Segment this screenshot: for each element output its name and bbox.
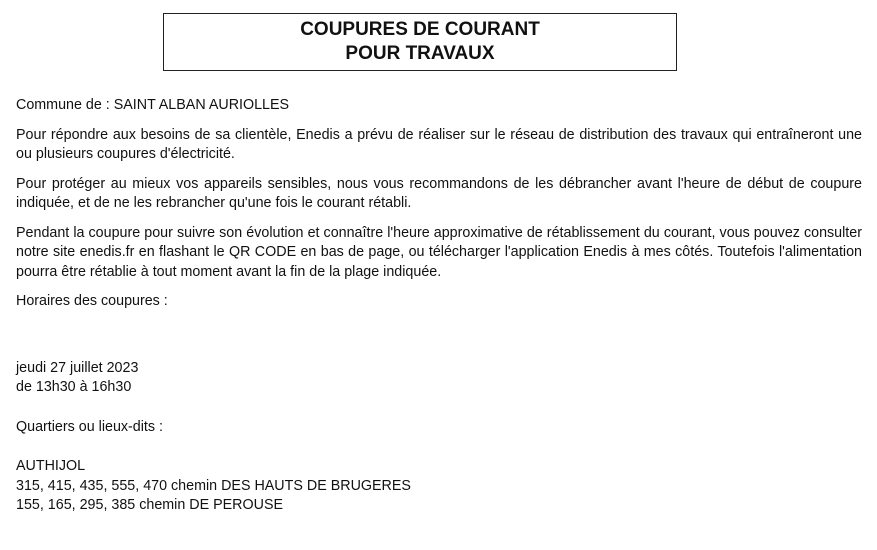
schedule-heading: Horaires des coupures : (16, 293, 168, 309)
schedule-date: jeudi 27 juillet 2023 (16, 359, 139, 376)
locations-block (16, 457, 862, 516)
schedule-block (16, 359, 862, 398)
locations-heading: Quartiers ou lieux-dits : (16, 418, 163, 435)
notice-title-line2: POUR TRAVAUX (345, 43, 495, 64)
paragraph-follow-outage: Pendant la coupure pour suivre son évolution et connaître l'heure approximative de rétablissement du courant, vous pouvez consulter notre site enedis.fr en flashant le QR CODE en bas de page, ou télécharger l'application Enedis à mes côtés. Toutefois l'alimentation pourra être rétablie à tout moment avant la fin de la plage indiquée. (16, 224, 862, 280)
commune-label: Commune de : SAINT ALBAN AURIOLLES (16, 97, 290, 113)
address-line-2: 155, 165, 295, 385 chemin DE PEROUSE (16, 497, 284, 513)
address-line-1: 315, 415, 435, 555, 470 chemin DES HAUTS DE BRUGERES (16, 477, 411, 494)
paragraph-protect-devices: Pour protéger au mieux vos appareils sensibles, nous vous recommandons de les débrancher avant l'heure de début de coupure indiquée, et de ne les rebrancher qu'une fois le courant rétabli. (16, 175, 862, 211)
notice-title-box (163, 13, 677, 71)
paragraph-works: Pour répondre aux besoins de sa clientèle, Enedis a prévu de réaliser sur le réseau de distribution des travaux qui entraîneront une ou plusieurs coupures d'électricité. (16, 126, 862, 162)
notice-content (16, 96, 862, 516)
locality-name: AUTHIJOL (16, 458, 86, 474)
schedule-time: de 13h30 à 16h30 (16, 379, 132, 395)
notice-title-line1: COUPURES DE COURANT (300, 19, 540, 40)
